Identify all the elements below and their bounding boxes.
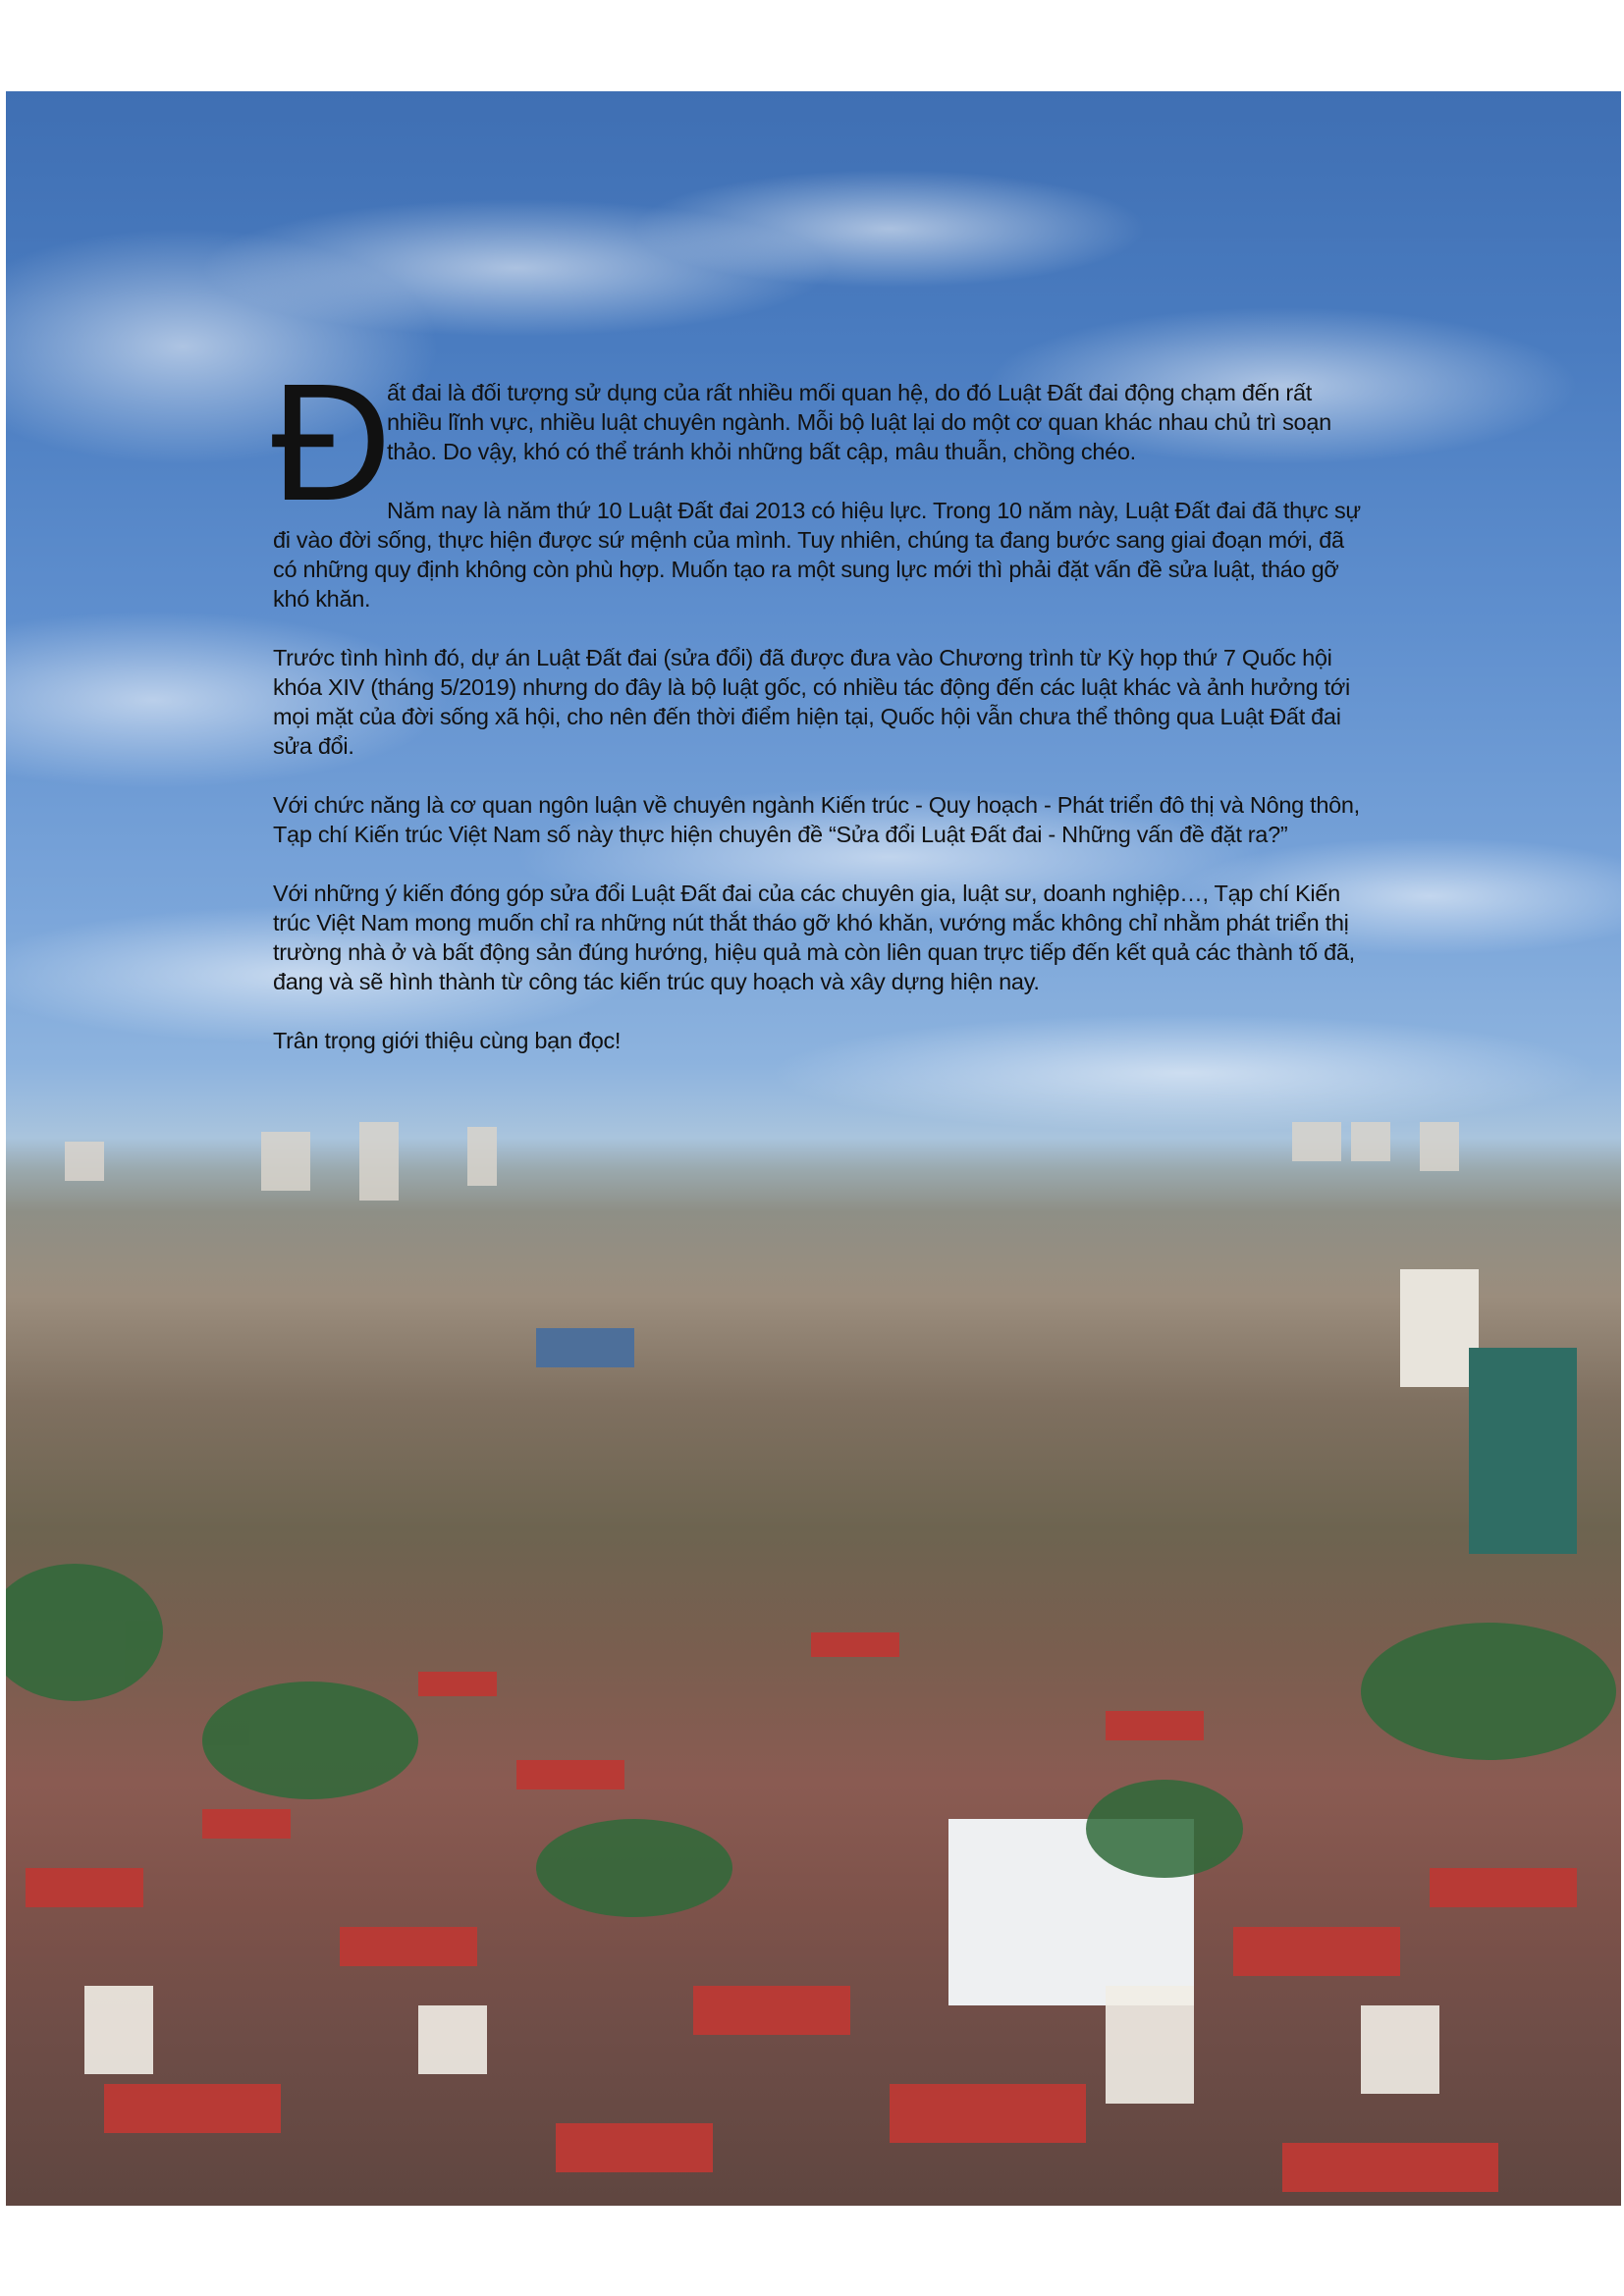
- drop-cap: Đ: [271, 349, 392, 536]
- paragraph-1: ất đai là đối tượng sử dụng của rất nhiều mối quan hệ, do đó Luật Đất đai động chạm đến rất nhiều lĩnh vực, nhiều luật chuyên ngành. Mỗi bộ luật lại do một cơ quan khác nhau chủ trì soạn thảo. Do vậy, khó có thể tránh khỏi những bất cập, mâu thuẫn, chồng chéo.: [387, 380, 1331, 464]
- city-rooftops: [6, 1122, 1621, 2206]
- paragraph-3: Trước tình hình đó, dự án Luật Đất đai (sửa đổi) đã được đưa vào Chương trình từ Kỳ họp thứ 7 Quốc hội khóa XIV (tháng 5/2019) nhưng do đây là bộ luật gốc, có nhiều tác động đến các luật khác và ảnh hưởng tới mọi mặt của đời sống xã hội, cho nên đến thời điểm hiện tại, Quốc hội vẫn chưa thể thông qua Luật Đất đai sửa đổi.: [273, 645, 1350, 759]
- paragraph-5: Với những ý kiến đóng góp sửa đổi Luật Đất đai của các chuyên gia, luật sư, doanh nghiệp…, Tạp chí Kiến trúc Việt Nam mong muốn chỉ ra những nút thắt tháo gỡ khó khăn, vướng mắc không chỉ nhằm phát triển thị trường nhà ở và bất động sản đúng hướng, hiệu quả mà còn liên quan trực tiếp đến kết quả các thành tố đã, đang và sẽ hình thành từ công tác kiến trúc quy hoạch và xây dựng hiện nay.: [273, 881, 1355, 994]
- article-intro: [273, 378, 1373, 1085]
- paragraph-4: Với chức năng là cơ quan ngôn luận về chuyên ngành Kiến trúc - Quy hoạch - Phát triển đô thị và Nông thôn, Tạp chí Kiến trúc Việt Nam số này thực hiện chuyên đề “Sửa đổi Luật Đất đai - Những vấn đề đặt ra?”: [273, 792, 1360, 847]
- closing-line: Trân trọng giới thiệu cùng bạn đọc!: [273, 1028, 622, 1053]
- paragraph-2: Năm nay là năm thứ 10 Luật Đất đai 2013 có hiệu lực. Trong 10 năm này, Luật Đất đai đã thực sự đi vào đời sống, thực hiện được sứ mệnh của mình. Tuy nhiên, chúng ta đang bước sang giai đoạn mới, đã có những quy định không còn phù hợp. Muốn tạo ra một sung lực mới thì phải đặt vấn đề sửa luật, tháo gỡ khó khăn.: [273, 498, 1361, 612]
